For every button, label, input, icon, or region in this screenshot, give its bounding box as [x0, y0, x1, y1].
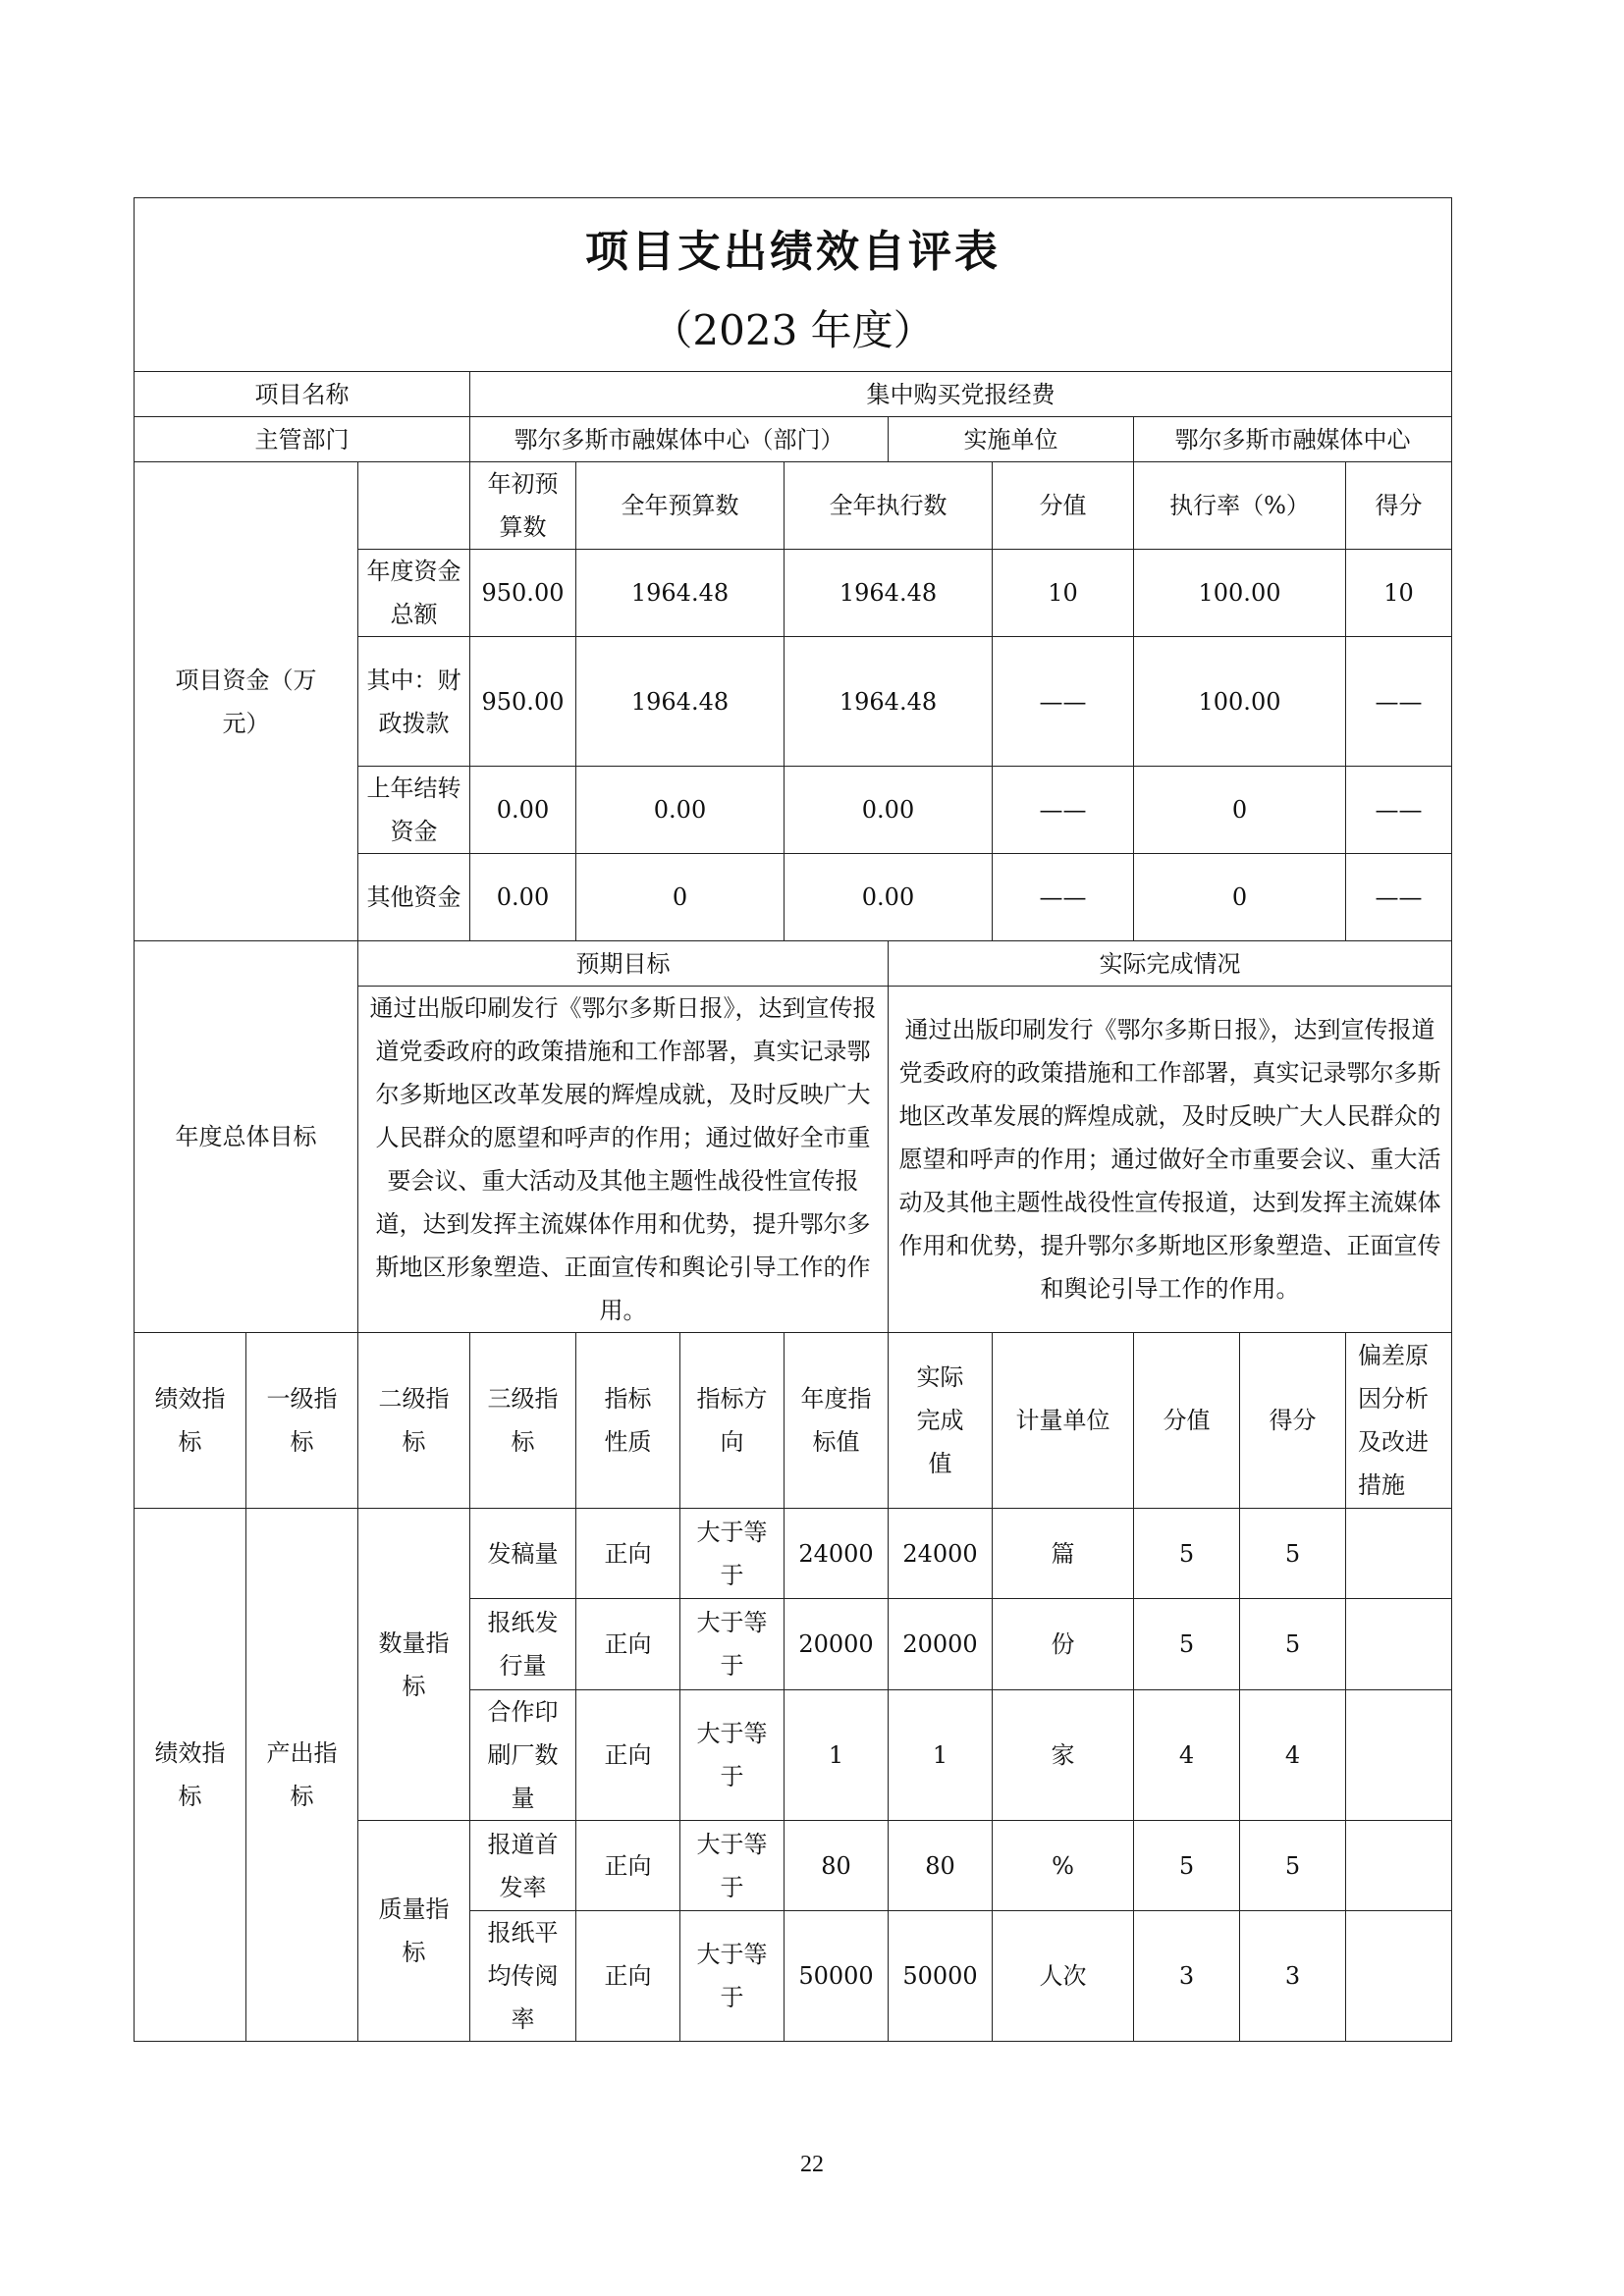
- funds-cell: 0: [1134, 767, 1346, 854]
- indicator-header-cell: 分值: [1134, 1333, 1240, 1509]
- indicator-actual: 50000: [889, 1911, 993, 2042]
- indicator-actual: 24000: [889, 1509, 993, 1599]
- funds-cell: 100.00: [1134, 637, 1346, 767]
- quantity-indicator-label: 数量指标: [358, 1509, 470, 1821]
- funds-cell: 0: [576, 854, 785, 941]
- funds-cell: 950.00: [470, 550, 576, 637]
- impl-value: 鄂尔多斯市融媒体中心: [1134, 417, 1452, 462]
- indicator-actual: 1: [889, 1690, 993, 1821]
- funds-header-cell: 得分: [1346, 462, 1452, 550]
- indicator-header-cell: 实际完成值: [889, 1333, 993, 1509]
- indicator-score: 5: [1240, 1599, 1346, 1690]
- indicator-note: [1346, 1821, 1452, 1911]
- form-title: 项目支出绩效自评表: [585, 227, 1001, 277]
- indicator-score: 5: [1240, 1821, 1346, 1911]
- indicator-direction: 大于等于: [680, 1690, 785, 1821]
- performance-evaluation-table: [134, 197, 1452, 2042]
- funds-cell: 0: [1134, 854, 1346, 941]
- indicator-header-cell: 偏差原因分析及改进措施: [1346, 1333, 1452, 1509]
- indicator-unit: 家: [993, 1690, 1134, 1821]
- funds-cell: 950.00: [470, 637, 576, 767]
- indicator-note: [1346, 1509, 1452, 1599]
- funds-cell: 0.00: [470, 767, 576, 854]
- funds-cell: ——: [993, 854, 1134, 941]
- annual-goal-label: 年度总体目标: [135, 941, 358, 1333]
- dept-value: 鄂尔多斯市融媒体中心（部门）: [470, 417, 889, 462]
- indicator-header-cell: 二级指标: [358, 1333, 470, 1509]
- indicator-actual: 20000: [889, 1599, 993, 1690]
- indicator-score: 4: [1240, 1690, 1346, 1821]
- indicator-target: 50000: [785, 1911, 889, 2042]
- funds-cell: ——: [1346, 854, 1452, 941]
- indicator-header-cell: 计量单位: [993, 1333, 1134, 1509]
- funds-row-label: 上年结转资金: [358, 767, 470, 854]
- indicator-direction: 大于等于: [680, 1599, 785, 1690]
- page-number: 22: [800, 2152, 824, 2177]
- funds-cell: 1964.48: [576, 637, 785, 767]
- indicator-header-cell: 绩效指标: [135, 1333, 246, 1509]
- indicator-header-cell: 年度指标值: [785, 1333, 889, 1509]
- indicator-direction: 大于等于: [680, 1911, 785, 2042]
- funds-cell: 100.00: [1134, 550, 1346, 637]
- funds-cell: 1964.48: [785, 550, 993, 637]
- funds-cell: ——: [993, 637, 1134, 767]
- funds-cell: 1964.48: [785, 637, 993, 767]
- project-name-value: 集中购买党报经费: [470, 372, 1452, 417]
- form-year: （2023 年度）: [651, 306, 935, 354]
- funds-header-cell: 分值: [993, 462, 1134, 550]
- indicator-header-cell: 指标性质: [576, 1333, 680, 1509]
- indicator-actual: 80: [889, 1821, 993, 1911]
- indicator-score: 5: [1240, 1509, 1346, 1599]
- impl-label: 实施单位: [889, 417, 1134, 462]
- funds-cell: ——: [993, 767, 1134, 854]
- funds-header-cell: 执行率（%）: [1134, 462, 1346, 550]
- title-cell: [135, 198, 1452, 372]
- indicator-direction: 大于等于: [680, 1821, 785, 1911]
- actual-result-text: 通过出版印刷发行《鄂尔多斯日报》，达到宣传报道党委政府的政策措施和工作部署，真实记录鄂尔多斯地区改革发展的辉煌成就，及时反映广大人民群众的愿望和呼声的作用；通过做好全市重要会议、重大活动及其他主题性战役性宣传报道，达到发挥主流媒体作用和优势，提升鄂尔多斯地区形象塑造、正面宣传和舆论引导工作的作用。: [889, 987, 1452, 1333]
- indicator-unit: %: [993, 1821, 1134, 1911]
- indicator-unit: 人次: [993, 1911, 1134, 2042]
- actual-result-header: 实际完成情况: [889, 941, 1452, 987]
- expected-goal-header: 预期目标: [358, 941, 889, 987]
- expected-goal-text: 通过出版印刷发行《鄂尔多斯日报》，达到宣传报道党委政府的政策措施和工作部署，真实记录鄂尔多斯地区改革发展的辉煌成就，及时反映广大人民群众的愿望和呼声的作用；通过做好全市重要会议、重大活动及其他主题性战役性宣传报道，达到发挥主流媒体作用和优势，提升鄂尔多斯地区形象塑造、正面宣传和舆论引导工作的作用。: [358, 987, 889, 1333]
- indicator-name: 合作印刷厂数量: [470, 1690, 576, 1821]
- indicator-name: 报纸发行量: [470, 1599, 576, 1690]
- indicator-target: 80: [785, 1821, 889, 1911]
- funds-cell: 0.00: [576, 767, 785, 854]
- indicator-name: 发稿量: [470, 1509, 576, 1599]
- indicator-target: 20000: [785, 1599, 889, 1690]
- funds-cell: 0.00: [470, 854, 576, 941]
- indicator-score-value: 5: [1134, 1509, 1240, 1599]
- indicator-unit: 份: [993, 1599, 1134, 1690]
- funds-corner: [358, 462, 470, 550]
- funds-cell: 10: [993, 550, 1134, 637]
- funds-header-cell: 年初预算数: [470, 462, 576, 550]
- funds-cell: 0.00: [785, 767, 993, 854]
- funds-cell: 0.00: [785, 854, 993, 941]
- funds-cell: 1964.48: [576, 550, 785, 637]
- indicator-target: 1: [785, 1690, 889, 1821]
- funds-label: 项目资金（万元）: [135, 462, 358, 941]
- indicator-direction: 大于等于: [680, 1509, 785, 1599]
- indicator-unit: 篇: [993, 1509, 1134, 1599]
- funds-row-label: 其中：财政拨款: [358, 637, 470, 767]
- indicator-header-cell: 得分: [1240, 1333, 1346, 1509]
- indicator-group-label: 绩效指标: [135, 1509, 246, 2042]
- funds-header-cell: 全年执行数: [785, 462, 993, 550]
- indicator-note: [1346, 1690, 1452, 1821]
- indicator-target: 24000: [785, 1509, 889, 1599]
- project-name-label: 项目名称: [135, 372, 470, 417]
- indicator-nature: 正向: [576, 1509, 680, 1599]
- funds-cell: ——: [1346, 637, 1452, 767]
- indicator-name: 报道首发率: [470, 1821, 576, 1911]
- indicator-note: [1346, 1599, 1452, 1690]
- indicator-nature: 正向: [576, 1911, 680, 2042]
- indicator-header-cell: 三级指标: [470, 1333, 576, 1509]
- quality-indicator-label: 质量指标: [358, 1821, 470, 2042]
- indicator-score-value: 4: [1134, 1690, 1240, 1821]
- funds-header-cell: 全年预算数: [576, 462, 785, 550]
- level1-indicator-label: 产出指标: [246, 1509, 358, 2042]
- indicator-score-value: 5: [1134, 1599, 1240, 1690]
- indicator-header-cell: 指标方向: [680, 1333, 785, 1509]
- funds-cell: 10: [1346, 550, 1452, 637]
- indicator-score: 3: [1240, 1911, 1346, 2042]
- indicator-nature: 正向: [576, 1690, 680, 1821]
- indicator-nature: 正向: [576, 1821, 680, 1911]
- indicator-note: [1346, 1911, 1452, 2042]
- indicator-score-value: 5: [1134, 1821, 1240, 1911]
- dept-label: 主管部门: [135, 417, 470, 462]
- funds-row-label: 年度资金总额: [358, 550, 470, 637]
- funds-row-label: 其他资金: [358, 854, 470, 941]
- funds-cell: ——: [1346, 767, 1452, 854]
- indicator-header-cell: 一级指标: [246, 1333, 358, 1509]
- indicator-score-value: 3: [1134, 1911, 1240, 2042]
- indicator-nature: 正向: [576, 1599, 680, 1690]
- indicator-name: 报纸平均传阅率: [470, 1911, 576, 2042]
